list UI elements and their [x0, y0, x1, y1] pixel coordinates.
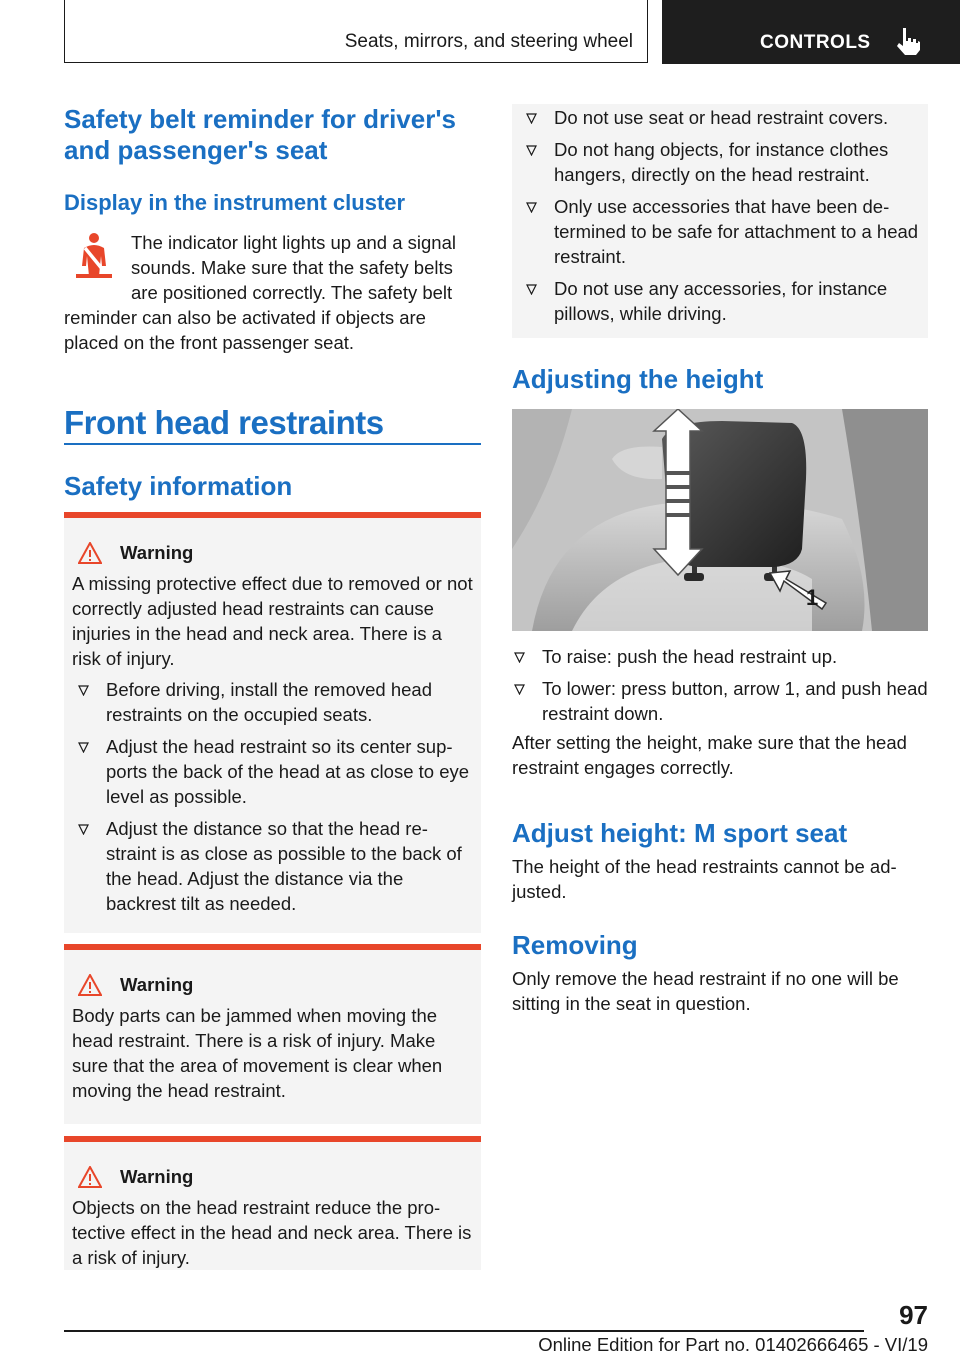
- edition-text: Online Edition for Part no. 01402666465 - VI/19: [538, 1334, 928, 1355]
- belt-reminder-heading: Safety belt reminder for driver's and passenger's seat: [64, 104, 456, 165]
- restraint-rule-3: Only use accessories that have been de-termined to be safe for attachment to a head restraint.: [554, 196, 919, 267]
- indicator-line-4: reminder can also be activated if objects are: [64, 307, 426, 328]
- warning-3-text: Objects on the head restraint reduce the pro-tective effect in the head and neck area. There is a risk of injury.: [72, 1197, 472, 1268]
- warning-1-bullet-3: Adjust the distance so that the head re-straint is as close as possible to the back of the head. Adjust the distance via the backrest tilt as needed.: [106, 818, 462, 914]
- triangle-bullet-icon: [78, 742, 89, 753]
- indicator-line-1: The indicator light lights up and a signal: [131, 232, 456, 253]
- restraint-rules-box: [512, 104, 928, 338]
- page-header: [64, 0, 960, 64]
- list-item: [520, 137, 920, 187]
- indicator-line-3: are positioned correctly. The safety belt: [131, 282, 453, 303]
- triangle-bullet-icon: [514, 652, 525, 663]
- list-item: [72, 816, 473, 916]
- chapter-tab-label: CONTROLS: [760, 32, 871, 53]
- triangle-bullet-icon: [78, 685, 89, 696]
- section-title-box: [64, 0, 648, 63]
- height-engage-text: After setting the height, make sure that the head restraint engages correctly.: [512, 732, 907, 778]
- list-item: [72, 677, 473, 727]
- warning-1-title: [72, 540, 473, 565]
- section-title: Seats, mirrors, and steering wheel: [344, 31, 633, 52]
- triangle-bullet-icon: [526, 145, 537, 156]
- list-item: [520, 276, 920, 326]
- safety-heading: Safety information: [64, 471, 293, 501]
- warning-1-bullets: [72, 677, 473, 916]
- warning-2-title-text: Warning: [120, 974, 194, 995]
- warning-2-title: [72, 972, 473, 997]
- warning-1-bullet-2: Adjust the head restraint so its center sup-ports the back of the head at as close to eye level as possible.: [106, 736, 470, 807]
- triangle-bullet-icon: [514, 684, 525, 695]
- adjusting-height-heading: Adjusting the height: [512, 364, 764, 394]
- warning-1-title-text: Warning: [120, 542, 194, 563]
- list-item: [512, 644, 928, 669]
- triangle-bullet-icon: [526, 202, 537, 213]
- list-item: [520, 194, 920, 269]
- warning-3-title: [72, 1164, 473, 1189]
- chapter-tab: [662, 0, 960, 64]
- warning-1-text: A missing protective effect due to removed or not correctly adjusted head restraints can cause injuries in the head and neck area. There is a risk of injury.: [72, 573, 473, 669]
- restraint-rule-1: Do not use seat or head restraint covers.: [554, 107, 889, 128]
- head-restraint-illustration: [512, 409, 928, 631]
- footer-rule: [64, 1330, 864, 1332]
- warning-box-2: [64, 944, 481, 1124]
- warning-triangle-icon: [78, 974, 102, 996]
- chapter-rule: [64, 443, 481, 445]
- warning-2-text: Body parts can be jammed when moving the head restraint. There is a risk of injury. Make sure that the area of movement is clear when moving the head restraint.: [72, 1005, 443, 1101]
- indicator-line-5: placed on the front passenger seat.: [64, 332, 355, 353]
- restraint-rule-2: Do not hang objects, for instance clothes hangers, directly on the head restraint.: [554, 139, 889, 185]
- msport-heading: Adjust height: M sport seat: [512, 818, 848, 848]
- removing-text: Only remove the head restraint if no one will be sitting in the seat in question.: [512, 968, 899, 1014]
- warning-1-bullet-1: Before driving, install the removed head restraints on the occupied seats.: [106, 679, 432, 725]
- warning-box-3: [64, 1136, 481, 1270]
- indicator-paragraph: [64, 230, 481, 355]
- warning-3-title-text: Warning: [120, 1166, 194, 1187]
- triangle-bullet-icon: [78, 824, 89, 835]
- display-heading: Display in the instrument cluster: [64, 190, 406, 215]
- removing-heading: Removing: [512, 930, 638, 960]
- warning-triangle-icon: [78, 1166, 102, 1188]
- msport-text: The height of the head restraints cannot be ad-justed.: [512, 856, 897, 902]
- height-step-lower: To lower: press button, arrow 1, and push head restraint down.: [542, 678, 928, 724]
- indicator-line-2: sounds. Make sure that the safety belts: [131, 257, 453, 278]
- list-item: [72, 734, 473, 809]
- page-footer: [64, 1300, 928, 1362]
- restraint-rules-list: [520, 105, 920, 326]
- height-steps-list: [512, 644, 928, 733]
- head-restraint-photo: [512, 409, 928, 631]
- triangle-bullet-icon: [526, 113, 537, 124]
- callout-1-label: 1: [806, 585, 819, 610]
- warning-triangle-icon: [78, 542, 102, 564]
- list-item: [512, 676, 928, 726]
- restraint-rule-4: Do not use any accessories, for instance pillows, while driving.: [554, 278, 888, 324]
- pointing-hand-icon: [894, 26, 922, 56]
- list-item: [520, 105, 920, 130]
- triangle-bullet-icon: [526, 284, 537, 295]
- height-step-raise: To raise: push the head restraint up.: [542, 646, 838, 667]
- page-number: 97: [899, 1300, 928, 1330]
- warning-box-1: [64, 512, 481, 933]
- chapter-heading: Front head restraints: [64, 404, 384, 441]
